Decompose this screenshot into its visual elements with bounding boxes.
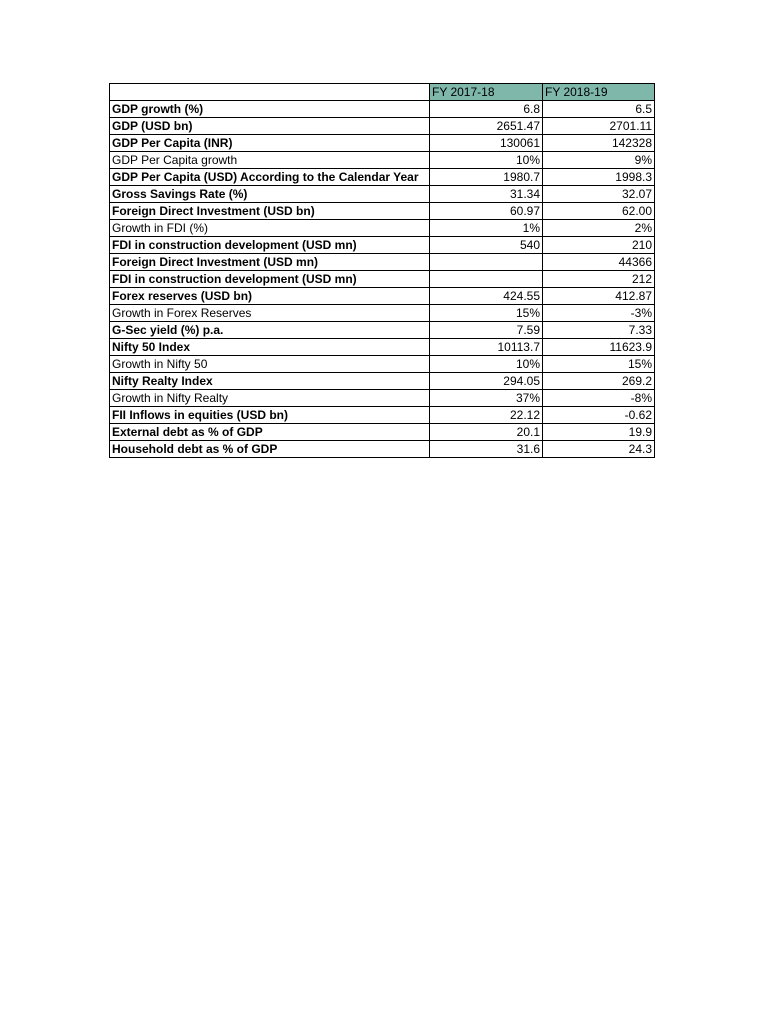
- economic-indicators-table: [109, 83, 655, 458]
- cell-fy2017-18: 540: [430, 237, 543, 254]
- table-body: [110, 84, 655, 458]
- row-label: Growth in FDI (%): [110, 220, 430, 237]
- cell-fy2018-19: 1998.3: [543, 169, 655, 186]
- row-label: GDP growth (%): [110, 101, 430, 118]
- row-label: Forex reserves (USD bn): [110, 288, 430, 305]
- table-row: [110, 271, 655, 288]
- cell-fy2018-19: 6.5: [543, 101, 655, 118]
- row-label: Gross Savings Rate (%): [110, 186, 430, 203]
- cell-fy2017-18: 15%: [430, 305, 543, 322]
- cell-fy2017-18: 10%: [430, 152, 543, 169]
- cell-fy2017-18: 10%: [430, 356, 543, 373]
- cell-fy2018-19: 44366: [543, 254, 655, 271]
- row-label: GDP Per Capita (USD) According to the Calendar Year: [110, 169, 430, 186]
- cell-fy2017-18: 20.1: [430, 424, 543, 441]
- cell-fy2017-18: 31.6: [430, 441, 543, 458]
- header-cell-fy2018-19: FY 2018-19: [543, 84, 655, 101]
- cell-fy2017-18: 1%: [430, 220, 543, 237]
- cell-fy2018-19: 15%: [543, 356, 655, 373]
- cell-fy2018-19: -8%: [543, 390, 655, 407]
- cell-fy2018-19: 7.33: [543, 322, 655, 339]
- table-row: [110, 203, 655, 220]
- cell-fy2017-18: 22.12: [430, 407, 543, 424]
- cell-fy2018-19: -3%: [543, 305, 655, 322]
- table-row: [110, 101, 655, 118]
- table-row: [110, 118, 655, 135]
- table-row: [110, 169, 655, 186]
- table-row: [110, 288, 655, 305]
- table-row: [110, 356, 655, 373]
- cell-fy2018-19: 11623.9: [543, 339, 655, 356]
- row-label: Growth in Nifty Realty: [110, 390, 430, 407]
- table-row: [110, 254, 655, 271]
- cell-fy2017-18: 10113.7: [430, 339, 543, 356]
- cell-fy2018-19: 212: [543, 271, 655, 288]
- table-row: [110, 186, 655, 203]
- cell-fy2017-18: 424.55: [430, 288, 543, 305]
- table-row: [110, 339, 655, 356]
- row-label: External debt as % of GDP: [110, 424, 430, 441]
- cell-fy2018-19: 210: [543, 237, 655, 254]
- cell-fy2018-19: 9%: [543, 152, 655, 169]
- row-label: Growth in Forex Reserves: [110, 305, 430, 322]
- table-row: [110, 135, 655, 152]
- row-label: GDP Per Capita (INR): [110, 135, 430, 152]
- row-label: Household debt as % of GDP: [110, 441, 430, 458]
- header-cell-fy2017-18: FY 2017-18: [430, 84, 543, 101]
- cell-fy2018-19: -0.62: [543, 407, 655, 424]
- cell-fy2017-18: 1980.7: [430, 169, 543, 186]
- row-label: GDP Per Capita growth: [110, 152, 430, 169]
- table-row: [110, 390, 655, 407]
- cell-fy2018-19: 412.87: [543, 288, 655, 305]
- table-row: [110, 322, 655, 339]
- cell-fy2017-18: 7.59: [430, 322, 543, 339]
- table-row: [110, 152, 655, 169]
- cell-fy2018-19: 142328: [543, 135, 655, 152]
- row-label: Nifty 50 Index: [110, 339, 430, 356]
- table-row: [110, 407, 655, 424]
- table-row: [110, 424, 655, 441]
- row-label: FDI in construction development (USD mn): [110, 237, 430, 254]
- cell-fy2018-19: 19.9: [543, 424, 655, 441]
- header-row: [110, 84, 655, 101]
- cell-fy2017-18: [430, 271, 543, 288]
- cell-fy2017-18: 37%: [430, 390, 543, 407]
- cell-fy2018-19: 32.07: [543, 186, 655, 203]
- cell-fy2018-19: 24.3: [543, 441, 655, 458]
- cell-fy2017-18: 60.97: [430, 203, 543, 220]
- row-label: GDP (USD bn): [110, 118, 430, 135]
- cell-fy2017-18: 130061: [430, 135, 543, 152]
- row-label: FDI in construction development (USD mn): [110, 271, 430, 288]
- table-row: [110, 441, 655, 458]
- cell-fy2018-19: 2701.11: [543, 118, 655, 135]
- row-label: Foreign Direct Investment (USD bn): [110, 203, 430, 220]
- cell-fy2018-19: 2%: [543, 220, 655, 237]
- row-label: G-Sec yield (%) p.a.: [110, 322, 430, 339]
- cell-fy2018-19: 269.2: [543, 373, 655, 390]
- row-label: Foreign Direct Investment (USD mn): [110, 254, 430, 271]
- row-label: Growth in Nifty 50: [110, 356, 430, 373]
- cell-fy2017-18: 2651.47: [430, 118, 543, 135]
- cell-fy2017-18: 6.8: [430, 101, 543, 118]
- table-row: [110, 220, 655, 237]
- cell-fy2018-19: 62.00: [543, 203, 655, 220]
- row-label: Nifty Realty Index: [110, 373, 430, 390]
- cell-fy2017-18: 294.05: [430, 373, 543, 390]
- row-label: FII Inflows in equities (USD bn): [110, 407, 430, 424]
- table-row: [110, 373, 655, 390]
- header-cell-indicator: [110, 84, 430, 101]
- cell-fy2017-18: [430, 254, 543, 271]
- table-row: [110, 305, 655, 322]
- cell-fy2017-18: 31.34: [430, 186, 543, 203]
- table-row: [110, 237, 655, 254]
